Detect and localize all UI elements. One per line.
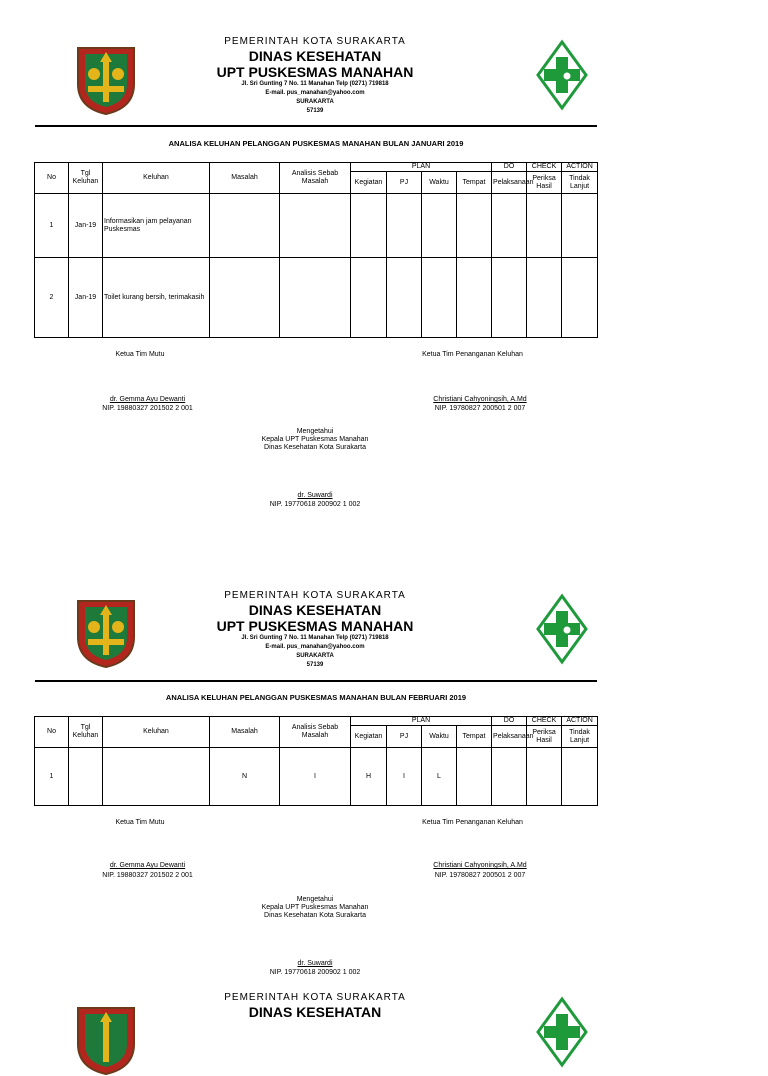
col-kegiatan: Kegiatan — [351, 726, 387, 748]
cell-check — [527, 258, 562, 338]
cell-pj: I — [387, 748, 422, 806]
ack-line-1: Mengetahui — [296, 896, 334, 903]
letterhead — [180, 992, 450, 1024]
puskesmas-logo-icon — [536, 40, 588, 110]
right-signer-name: Christiani Cahyoningsih, A.Md — [433, 862, 527, 869]
cell-do — [492, 748, 527, 806]
right-signer-name: Christiani Cahyoningsih, A.Md — [433, 396, 527, 403]
cell-kegiatan — [351, 194, 387, 258]
table-row — [35, 748, 598, 806]
cell-tempat — [457, 194, 492, 258]
col-analisis: Analisis Sebab Masalah — [280, 717, 351, 748]
cell-keluhan: Informasikan jam pelayanan Puskesmas — [103, 194, 210, 258]
col-tgl: Tgl Keluhan — [69, 163, 103, 194]
agency-name: DINAS KESEHATAN — [248, 1004, 382, 1020]
cell-masalah — [210, 258, 280, 338]
email: E-mail. pus_manahan@yahoo.com — [265, 644, 365, 650]
city-emblem-icon — [72, 1004, 140, 1076]
right-signer-role: Ketua Tim Penanganan Keluhan — [422, 819, 523, 826]
head-nip: NIP. 19770618 200902 1 002 — [269, 969, 361, 976]
left-signer-name: dr. Gemma Ayu Dewanti — [109, 862, 186, 869]
col-waktu: Waktu — [422, 172, 457, 194]
head-name: dr. Suwardi — [297, 960, 333, 967]
ack-line-1: Mengetahui — [296, 428, 334, 435]
header-rule — [35, 125, 597, 127]
cell-tempat — [457, 258, 492, 338]
city: SURAKARTA — [296, 99, 334, 105]
report-title: ANALISA KELUHAN PELANGGAN PUSKESMAS MANAHAN BULAN JANUARI 2019 — [168, 139, 464, 148]
cell-masalah: N — [210, 748, 280, 806]
col-action: ACTION — [562, 717, 598, 726]
government-name: PEMERINTAH KOTA SURAKARTA — [224, 36, 406, 47]
cell-pj — [387, 194, 422, 258]
col-check: CHECK — [527, 163, 562, 172]
col-do: DO — [492, 717, 527, 726]
col-no: No — [35, 717, 69, 748]
cell-tempat — [457, 748, 492, 806]
puskesmas-logo-icon — [536, 594, 588, 664]
head-nip: NIP. 19770618 200902 1 002 — [269, 501, 361, 508]
col-pelaksanaan: Pelaksanaan — [492, 172, 527, 194]
report-title: ANALISA KELUHAN PELANGGAN PUSKESMAS MANAHAN BULAN FEBRUARI 2019 — [165, 693, 467, 702]
unit-name: UPT PUSKESMAS MANAHAN — [216, 618, 414, 634]
col-keluhan: Keluhan — [103, 717, 210, 748]
ack-line-2: Kepala UPT Puskesmas Manahan — [261, 904, 369, 911]
cell-waktu — [422, 258, 457, 338]
address: Jl. Sri Gunting 7 No. 11 Manahan Telp (0271) 719818 — [241, 81, 389, 87]
col-pj: PJ — [387, 172, 422, 194]
agency-name: DINAS KESEHATAN — [248, 48, 382, 64]
left-signer-nip: NIP. 19880327 201502 2 001 — [102, 405, 193, 412]
col-check: CHECK — [527, 717, 562, 726]
col-tempat: Tempat — [457, 726, 492, 748]
cell-action — [562, 748, 598, 806]
col-keluhan: Keluhan — [103, 163, 210, 194]
head-name: dr. Suwardi — [297, 492, 333, 499]
address: Jl. Sri Gunting 7 No. 11 Manahan Telp (0271) 719818 — [241, 635, 389, 641]
acknowledgement — [215, 428, 415, 452]
table-row — [35, 258, 598, 338]
city-emblem-icon — [72, 597, 140, 669]
left-signer-nip: NIP. 19880327 201502 2 001 — [102, 872, 193, 879]
cell-tgl: Jan-19 — [69, 194, 103, 258]
ack-line-3: Dinas Kesehatan Kota Surakarta — [264, 444, 366, 451]
header-rule — [35, 680, 597, 682]
col-periksa: Periksa Hasil — [527, 172, 562, 194]
cell-tgl: Jan-19 — [69, 258, 103, 338]
cell-masalah — [210, 194, 280, 258]
cell-keluhan: Toilet kurang bersih, terimakasih — [103, 258, 210, 338]
cell-no: 2 — [35, 258, 69, 338]
government-name: PEMERINTAH KOTA SURAKARTA — [224, 590, 406, 601]
cell-keluhan — [103, 748, 210, 806]
agency-name: DINAS KESEHATAN — [248, 602, 382, 618]
col-tempat: Tempat — [457, 172, 492, 194]
col-waktu: Waktu — [422, 726, 457, 748]
right-signer-role: Ketua Tim Penanganan Keluhan — [422, 351, 523, 358]
government-name: PEMERINTAH KOTA SURAKARTA — [224, 992, 406, 1003]
col-tgl: Tgl Keluhan — [69, 717, 103, 748]
unit-name: UPT PUSKESMAS MANAHAN — [216, 64, 414, 80]
col-tindak: Tindak Lanjut — [562, 726, 598, 748]
cell-do — [492, 194, 527, 258]
city-emblem-icon — [72, 44, 140, 116]
col-masalah: Masalah — [210, 163, 280, 194]
cell-do — [492, 258, 527, 338]
col-do: DO — [492, 163, 527, 172]
acknowledgement — [215, 896, 415, 920]
col-analisis: Analisis Sebab Masalah — [280, 163, 351, 194]
col-periksa: Periksa Hasil — [527, 726, 562, 748]
cell-analisis: I — [280, 748, 351, 806]
cell-check — [527, 194, 562, 258]
col-kegiatan: Kegiatan — [351, 172, 387, 194]
cell-pj — [387, 258, 422, 338]
col-plan: PLAN — [351, 163, 492, 172]
postal-code: 57139 — [306, 108, 324, 114]
col-no: No — [35, 163, 69, 194]
cell-waktu: L — [422, 748, 457, 806]
email: E-mail. pus_manahan@yahoo.com — [265, 90, 365, 96]
ack-line-3: Dinas Kesehatan Kota Surakarta — [264, 912, 366, 919]
letterhead — [180, 590, 450, 670]
col-tindak: Tindak Lanjut — [562, 172, 598, 194]
col-plan: PLAN — [351, 717, 492, 726]
cell-check — [527, 748, 562, 806]
cell-tgl — [69, 748, 103, 806]
ack-line-2: Kepala UPT Puskesmas Manahan — [261, 436, 369, 443]
cell-kegiatan — [351, 258, 387, 338]
col-pelaksanaan: Pelaksanaan — [492, 726, 527, 748]
cell-action — [562, 194, 598, 258]
cell-kegiatan: H — [351, 748, 387, 806]
cell-analisis — [280, 194, 351, 258]
table-row — [35, 194, 598, 258]
col-pj: PJ — [387, 726, 422, 748]
letterhead — [180, 36, 450, 116]
right-signer-nip: NIP. 19780827 200501 2 007 — [434, 405, 526, 412]
left-signer-name: dr. Gemma Ayu Dewanti — [109, 396, 186, 403]
right-signer-nip: NIP. 19780827 200501 2 007 — [434, 872, 526, 879]
cell-no: 1 — [35, 748, 69, 806]
cell-action — [562, 258, 598, 338]
postal-code: 57139 — [306, 662, 324, 668]
left-signer-role: Ketua Tim Mutu — [115, 819, 165, 826]
puskesmas-logo-icon — [536, 997, 588, 1067]
left-signer-role: Ketua Tim Mutu — [115, 351, 165, 358]
col-action: ACTION — [562, 163, 598, 172]
col-masalah: Masalah — [210, 717, 280, 748]
cell-analisis — [280, 258, 351, 338]
complaint-table — [34, 162, 598, 338]
cell-waktu — [422, 194, 457, 258]
city: SURAKARTA — [296, 653, 334, 659]
cell-no: 1 — [35, 194, 69, 258]
complaint-table — [34, 716, 598, 806]
